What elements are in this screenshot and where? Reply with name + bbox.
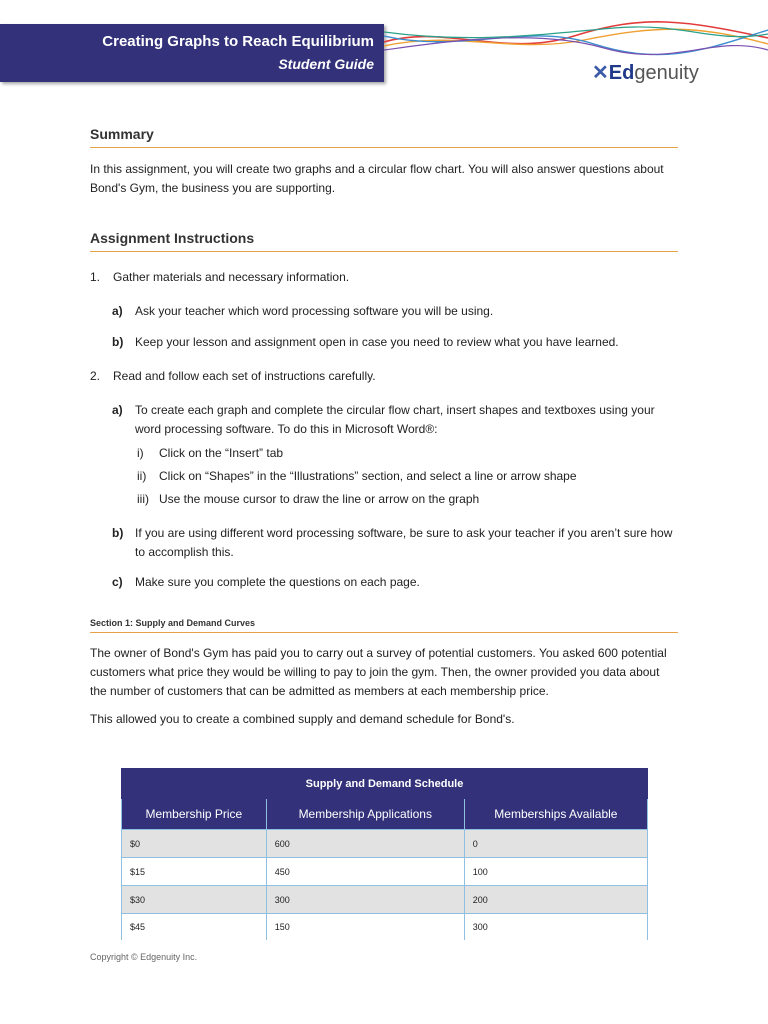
copyright-footer: Copyright © Edgenuity Inc. xyxy=(90,952,198,962)
table-cell: 100 xyxy=(464,858,647,886)
step-2a: a) To create each graph and complete the circular flow chart, insert shapes and textboxes using your word processing software. To do this in Microsoft Word®: xyxy=(112,403,655,436)
logo-x-icon: ✕ xyxy=(592,62,609,84)
step-2a-i: i) Click on the “Insert” tab xyxy=(137,446,284,460)
step-2: 2. Read and follow each set of instructions carefully. xyxy=(90,369,376,383)
table-cell: 600 xyxy=(266,830,464,858)
summary-text: In this assignment, you will create two graphs and a circular flow chart. You will also answer questions about Bond's Gym, the business you are supporting. xyxy=(90,162,664,195)
decorative-waves xyxy=(384,14,768,64)
column-header: Memberships Available xyxy=(464,799,647,830)
document-subtitle: Student Guide xyxy=(278,56,374,72)
logo-genuity-text: genuity xyxy=(634,62,699,84)
edgenuity-logo xyxy=(592,60,699,86)
table-cell: $0 xyxy=(122,830,267,858)
table-title: Supply and Demand Schedule xyxy=(122,769,648,799)
document-title: Creating Graphs to Reach Equilibrium xyxy=(102,33,374,50)
table-cell: $45 xyxy=(122,914,267,941)
step-2a-iii: iii) Use the mouse cursor to draw the line or arrow on the graph xyxy=(137,492,480,506)
step-2c: c) Make sure you complete the questions on each page. xyxy=(112,575,420,589)
assignment-instructions-heading: Assignment Instructions xyxy=(90,230,678,252)
section-1-paragraph-2: This allowed you to create a combined supply and demand schedule for Bond's. xyxy=(90,712,515,726)
header-banner xyxy=(0,24,384,82)
logo-ed-text: Ed xyxy=(608,62,635,84)
section-1-paragraph: The owner of Bond's Gym has paid you to carry out a survey of potential customers. You asked 600 potential customers what price they would be willing to pay to join the gym. Then, the owner provided you data about the number of customers that can be admitted as members at each membership price. xyxy=(90,646,667,698)
supply-demand-table xyxy=(121,768,648,940)
table-row xyxy=(122,830,648,858)
table-row xyxy=(122,886,648,914)
step-2b: b) If you are using different word processing software, be sure to ask your teacher if you aren’t sure how to accomplish this. xyxy=(112,526,673,559)
table-cell: 150 xyxy=(266,914,464,941)
table-cell: 200 xyxy=(464,886,647,914)
table-cell: 300 xyxy=(464,914,647,941)
table-cell: 450 xyxy=(266,858,464,886)
column-header: Membership Applications xyxy=(266,799,464,830)
step-1: 1. Gather materials and necessary information. xyxy=(90,270,350,284)
document-body xyxy=(90,126,678,729)
summary-heading: Summary xyxy=(90,126,678,148)
table-cell: $30 xyxy=(122,886,267,914)
column-header: Membership Price xyxy=(122,799,267,830)
table-row xyxy=(122,914,648,941)
step-1b: b) Keep your lesson and assignment open in case you need to review what you have learned. xyxy=(112,335,619,349)
table-row xyxy=(122,858,648,886)
section-1-heading: Section 1: Supply and Demand Curves xyxy=(90,618,678,633)
table-cell: 0 xyxy=(464,830,647,858)
step-2a-ii: ii) Click on “Shapes” in the “Illustrations” section, and select a line or arrow shape xyxy=(137,469,577,483)
table-cell: $15 xyxy=(122,858,267,886)
step-1a: a) Ask your teacher which word processing software you will be using. xyxy=(112,304,494,318)
table-cell: 300 xyxy=(266,886,464,914)
